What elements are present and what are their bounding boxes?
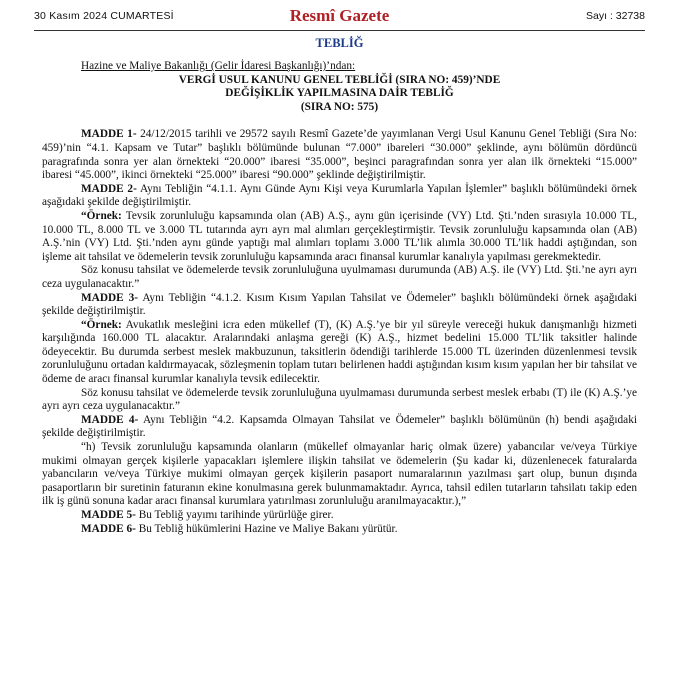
gazette-title: Resmî Gazete [289,6,390,25]
article-5 [42,509,637,523]
example-2 [42,319,637,387]
article-5-text: Bu Tebliğ yayımı tarihinde yürürlüğe girer. [135,509,334,521]
clause-h: “h) Tevsik zorunluluğu kapsamında olanların (mükellef olmayanlar hariç olmak üzere) yabancılar ve/veya Türkiye mukimi olmayan gerçek kişilerle yapacakları işlemlere ilişkin tahsilat ve ödemelerin (Şu kadar ki, düzenlenecek faturalarda yabancıların ve/veya Türkiye mukimi olmayan gerçek kişilerin pasaport numaralarının yazılması şart olup, bunun dışında pasaportların bir suretinin faturanın ekine konulmasına gerek bulunmamaktadır. Ayrıca, tahsil edilen tutarların tahsilatı takip eden ilk iş günü sonuna kadar aracı finansal kurumlara yatırılması zorunluluğu aranılmayacaktır.),” [42,441,637,508]
article-2-label: MADDE 2- [81,182,137,195]
title-line-2: DEĞİŞİKLİK YAPILMASINA DAİR TEBLİĞ [225,87,454,100]
issue-date: 30 Kasım 2024 CUMARTESİ [34,10,174,22]
example-1 [42,210,637,264]
title-line-1: VERGİ USUL KANUNU GENEL TEBLİĞİ (SIRA NO: 459)’NDE [178,73,501,86]
article-2 [42,183,637,210]
example-2-text: Avukatlık mesleğini icra eden mükellef (T), (K) A.Ş.’ye bir yıl süreyle vereceği hukuk danışmanlığı hizmeti karşılığında 160.000 TL alacaktır. Aralarındaki anlaşma gereği (K) A.Ş., hizmet bedelini 15.000 TL’lik taksitler halinde ödeyecektir. Bu durumda serbest meslek makbuzunun, taksitlerin ödendiği tarihlerde 15.000 TL üzerinden düzenlenmesi tevsik zorunluluğunu ortadan kaldırmayacak, sözleşmenin toplam tutarı belirlenen haddi aştığından kısım kısım yapılan her bir tahsilat ve ödeme de aracı finansal kurumlar kanalıyla tevsik edilecektir. [42,318,637,386]
article-3-text: Aynı Tebliğin “4.1.2. Kısım Kısım Yapılan Tahsilat ve Ödemeler” başlıklı bölümündeki örnek aşağıdaki şekilde değiştirilmiştir. [42,291,637,318]
article-4-label: MADDE 4- [81,413,139,426]
header-divider [34,30,645,31]
article-3-label: MADDE 3- [81,291,139,304]
example-2-note: Söz konusu tahsilat ve ödemelerde tevsik zorunluluğuna uyulmaması durumunda serbest meslek erbabı (T) ile (K) A.Ş.’ye ayrı ayrı ceza uygulanacaktır.” [42,386,637,413]
title-line-3: (SIRA NO: 575) [300,100,379,113]
section-heading: TEBLİĞ [315,36,364,50]
article-4-text: Aynı Tebliğin “4.2. Kapsamda Olmayan Tahsilat ve Ödemeler” başlıklı bölümünün (h) bendi aşağıdaki şekilde değiştirilmiştir. [42,413,637,440]
article-1-label: MADDE 1- [81,128,137,141]
article-6 [42,523,637,537]
article-4 [42,414,637,441]
article-1-text: 24/12/2015 tarihli ve 29572 sayılı Resmî Gazete’de yayımlanan Vergi Usul Kanunu Genel Tebliği (Sıra No: 459)’nin “4.1. Kapsam ve Tutar” başlıklı bölümünde bulunan “7.000” ibareleri “30.000” şeklinde, aynı bölümün dördüncü paragrafında sonra yer alan örnekteki “20.000” ibaresi “35.000”, beşinci paragrafından sonra yer alan ilk örnekteki “15.000” ibaresi “45.000”, ikinci örnekteki “25.000” ibaresi “90.000” şeklinde değiştirilmiştir. [42,128,637,182]
article-3 [42,292,637,319]
example-1-text: Tevsik zorunluluğu kapsamında olan (AB) A.Ş., aynı gün içerisinde (VY) Ltd. Şti.’nden sırasıyla 10.000 TL, 10.000 TL, 8.000 TL ve 3.000 TL tutarında ayrı ayrı mal alımları gerçekleştirmiştir. Tevsik zorunluluğu kapsamında olan (AB) A.Ş.’nin (VY) Ltd. Şti.’nden aynı günde yaptığı mal alımları toplamı 3.000 TL’lik alımla 30.000 TL’lik haddi aştığından, son işleme ait tahsilat ve ödemelerin tevsik zorunluluğu kapsamında aracı finansal kurumlar kanalıyla yapılması gerekmektedir. [42,209,637,263]
article-1 [42,128,637,182]
issue-number: Sayı : 32738 [586,10,645,22]
article-2-text: Aynı Tebliğin “4.1.1. Aynı Günde Aynı Kişi veya Kurumlarla Yapılan İşlemler” başlıklı bölümündeki örnek aşağıdaki şekilde değiştirilmiştir. [42,182,637,209]
example-2-label: “Örnek: [81,318,122,331]
issuing-institution: Hazine ve Maliye Bakanlığı (Gelir İdaresi Başkanlığı)’ndan: [81,60,356,72]
article-5-label: MADDE 5- [81,509,136,521]
gazette-header [34,6,645,32]
document-body [42,60,637,536]
example-1-note: Söz konusu tahsilat ve ödemelerde tevsik zorunluluğuna uyulmaması durumunda (AB) A.Ş. ile (VY) Ltd. Şti.’ne ayrı ayrı ceza uygulanacaktır.” [42,264,637,290]
article-6-text: Bu Tebliğ hükümlerini Hazine ve Maliye Bakanı yürütür. [135,522,398,535]
article-6-label: MADDE 6- [81,522,136,535]
example-1-label: “Örnek: [81,209,122,222]
